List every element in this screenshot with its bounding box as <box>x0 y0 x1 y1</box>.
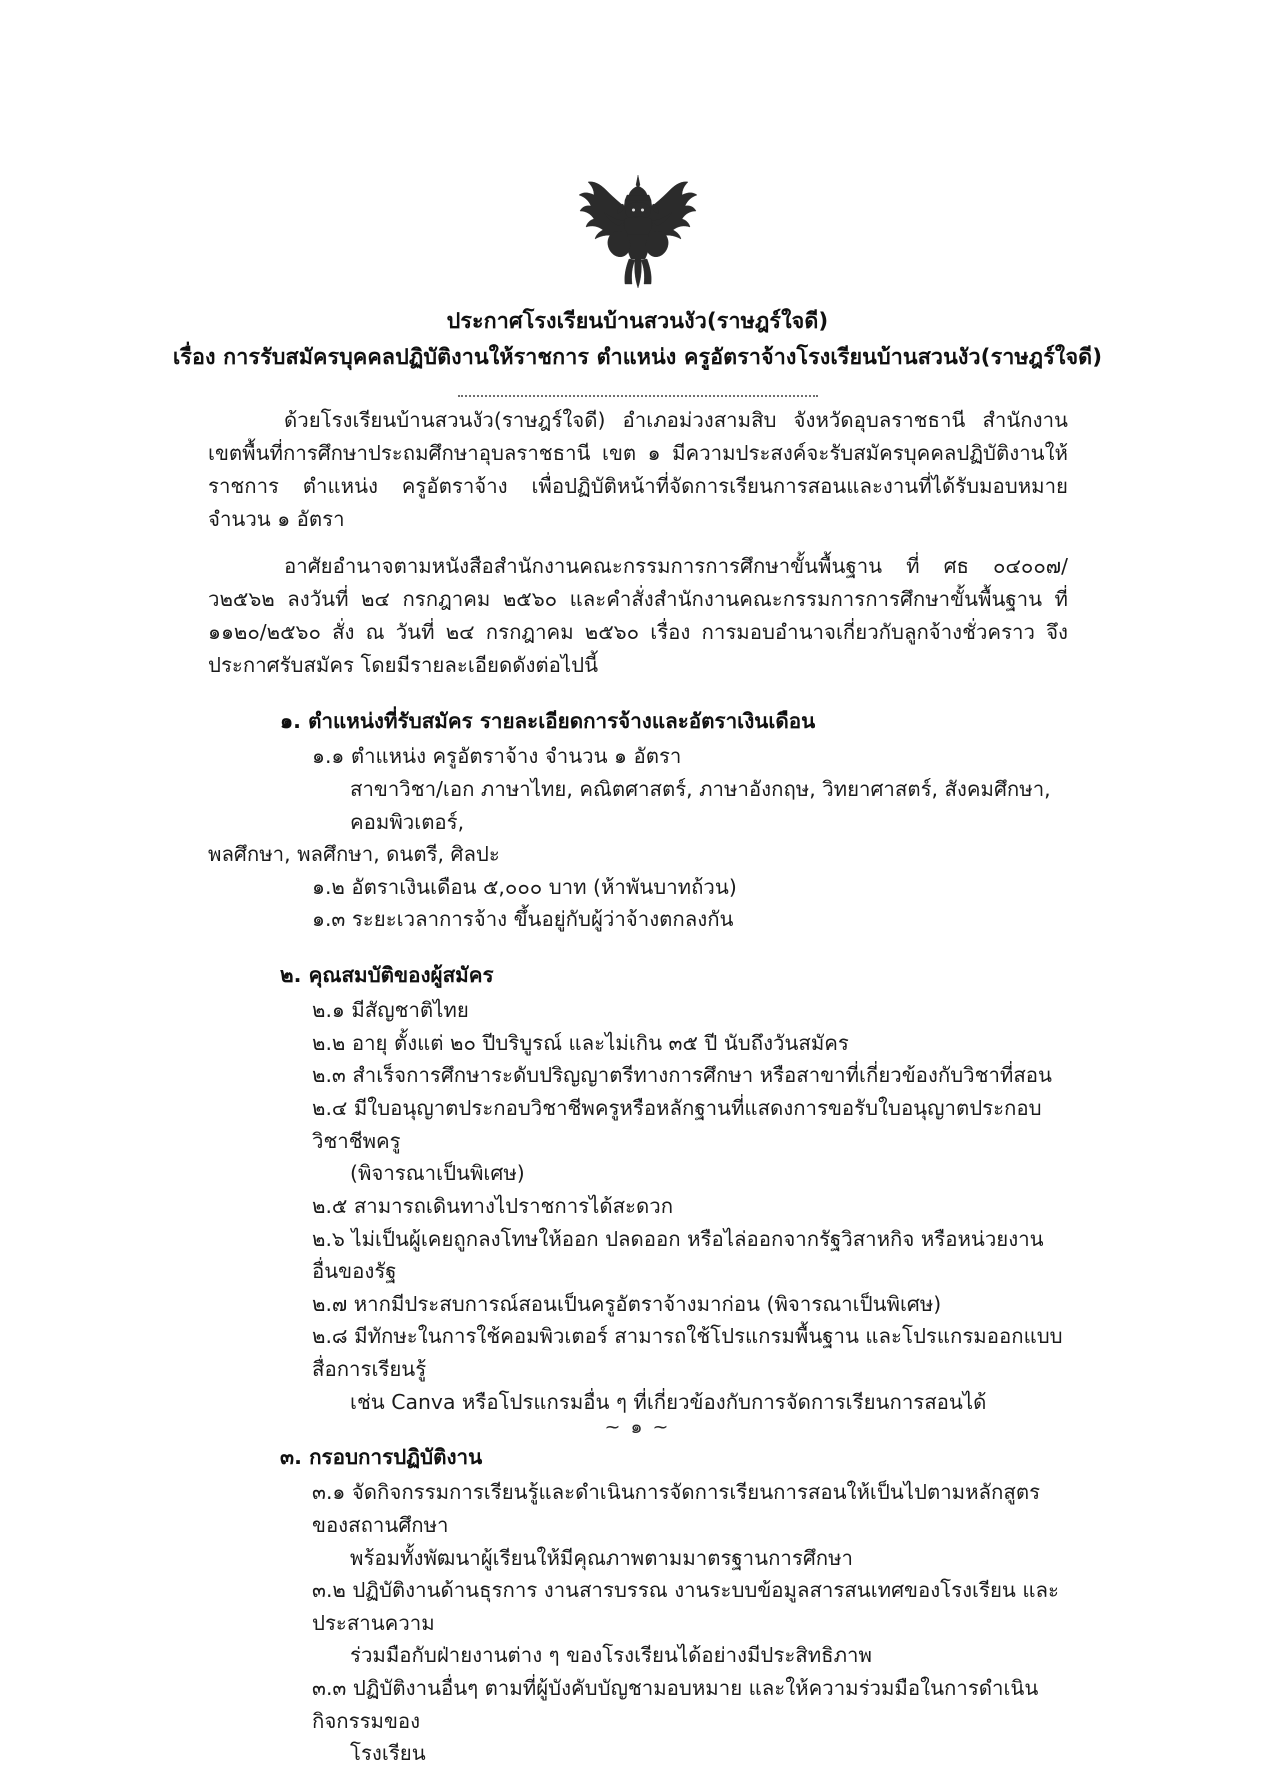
list-item <box>208 1059 1068 1092</box>
list-item <box>208 871 1068 904</box>
list-item-text: ๓.๓ ปฏิบัติงานอื่นๆ ตามที่ผู้บังคับบัญชามอบหมาย และให้ความร่วมมือในการดำเนินกิจกรรมของ <box>312 1676 1039 1733</box>
section-1 <box>208 706 1068 936</box>
emblem-container <box>0 168 1275 290</box>
list-item <box>208 1320 1068 1418</box>
list-item <box>208 1027 1068 1060</box>
intro-paragraph-1: ด้วยโรงเรียนบ้านสวนงัว(ราษฎร์ใจดี) อำเภอม่วงสามสิบ จังหวัดอุบลราชธานี สำนักงานเขตพื้นที่การศึกษาประถมศึกษาอุบลราชธานี เขต ๑ มีความประสงค์จะรับสมัครบุคคลปฏิบัติงานให้ราชการ ตำแหน่ง ครูอัตราจ้าง เพื่อปฏิบัติหน้าที่จัดการเรียนการสอนและงานที่ได้รับมอบหมาย จำนวน ๑ อัตรา <box>208 408 1068 532</box>
list-item-text: ๓.๒ ปฏิบัติงานด้านธุรการ งานสารบรรณ งานระบบข้อมูลสารสนเทศของโรงเรียน และประสานความ <box>312 1578 1059 1635</box>
list-item <box>208 1476 1068 1574</box>
section-2-items <box>208 994 1068 1418</box>
page-title: ประกาศโรงเรียนบ้านสวนงัว(ราษฎร์ใจดี) <box>446 309 829 334</box>
section-3 <box>208 1442 1068 1770</box>
page-number-footer: ~ ๑ ~ <box>604 1416 671 1438</box>
list-item-text: ๒.๓ สำเร็จการศึกษาระดับปริญญาตรีทางการศึกษา หรือสาขาที่เกี่ยวข้องกับวิชาที่สอน <box>312 1063 1052 1088</box>
section-2-heading: ๒. คุณสมบัติของผู้สมัคร <box>280 963 494 988</box>
page-subtitle: เรื่อง การรับสมัครบุคคลปฏิบัติงานให้ราชการ ตำแหน่ง ครูอัตราจ้างโรงเรียนบ้านสวนงัว(ราษฎร์ใจดี) <box>172 345 1103 371</box>
list-item-continuation: เช่น Canva หรือโปรแกรมอื่น ๆ ที่เกี่ยวข้องกับการจัดการเรียนการสอนได้ <box>350 1389 987 1414</box>
list-item <box>208 1190 1068 1223</box>
dotted-divider <box>458 385 818 397</box>
list-item <box>208 1288 1068 1321</box>
document-body <box>208 404 1068 1770</box>
garuda-emblem <box>563 168 713 290</box>
list-item <box>208 1672 1068 1770</box>
section-1-items <box>208 740 1068 936</box>
intro-paragraph-2: อาศัยอำนาจตามหนังสือสำนักงานคณะกรรมการการศึกษาขั้นพื้นฐาน ที่ ศธ ๐๔๐๐๗/ว๒๕๖๒ ลงวันที่ ๒๔ กรกฎาคม ๒๕๖๐ และคำสั่งสำนักงานคณะกรรมการการศึกษาขั้นพื้นฐาน ที่ ๑๑๒๐/๒๕๖๐ สั่ง ณ วันที่ ๒๔ กรกฎาคม ๒๕๖๐ เรื่อง การมอบอำนาจเกี่ยวกับลูกจ้างชั่วคราว จึงประกาศรับสมัคร โดยมีรายละเอียดดังต่อไปนี้ <box>208 554 1068 678</box>
list-item-text: ๑.๓ ระยะเวลาการจ้าง ขึ้นอยู่กับผู้ว่าจ้างตกลงกัน <box>312 907 734 932</box>
list-item-text: ๒.๑ มีสัญชาติไทย <box>312 998 469 1023</box>
list-item-continuation: ร่วมมือกับฝ่ายงานต่าง ๆ ของโรงเรียนได้อย่างมีประสิทธิภาพ <box>350 1643 872 1668</box>
list-item <box>208 903 1068 936</box>
list-item-text: ๒.๔ มีใบอนุญาตประกอบวิชาชีพครูหรือหลักฐานที่แสดงการขอรับใบอนุญาตประกอบวิชาชีพครู <box>312 1095 1042 1153</box>
list-item-continuation-2: พลศึกษา, พลศึกษา, ดนตรี, ศิลปะ <box>208 842 500 867</box>
section-1-heading: ๑. ตำแหน่งที่รับสมัคร รายละเอียดการจ้างและอัตราเงินเดือน <box>280 709 816 734</box>
list-item <box>208 740 1068 871</box>
title-block <box>0 306 1275 397</box>
section-3-heading: ๓. กรอบการปฏิบัติงาน <box>280 1445 483 1470</box>
list-item <box>208 1223 1068 1288</box>
section-2 <box>208 960 1068 1418</box>
list-item-text: ๒.๕ สามารถเดินทางไปราชการได้สะดวก <box>312 1193 674 1218</box>
list-item-continuation: สาขาวิชา/เอก ภาษาไทย, คณิตศาสตร์, ภาษาอังกฤษ, วิทยาศาสตร์, สังคมศึกษา, คอมพิวเตอร์, <box>350 776 1051 834</box>
list-item <box>208 994 1068 1027</box>
list-item-text: ๑.๑ ตำแหน่ง ครูอัตราจ้าง จำนวน ๑ อัตรา <box>312 744 682 769</box>
list-item-text: ๓.๑ จัดกิจกรรมการเรียนรู้และดำเนินการจัดการเรียนการสอนให้เป็นไปตามหลักสูตรของสถานศึกษา <box>312 1480 1041 1537</box>
section-3-items <box>208 1476 1068 1770</box>
list-item-text: ๒.๒ อายุ ตั้งแต่ ๒๐ ปีบริบูรณ์ และไม่เกิน ๓๕ ปี นับถึงวันสมัคร <box>312 1030 849 1055</box>
list-item <box>208 1092 1068 1190</box>
list-item-text: ๒.๖ ไม่เป็นผู้เคยถูกลงโทษให้ออก ปลดออก หรือไล่ออกจากรัฐวิสาหกิจ หรือหน่วยงานอื่นของรัฐ <box>312 1226 1044 1284</box>
list-item-text: ๑.๒ อัตราเงินเดือน ๕,๐๐๐ บาท (ห้าพันบาทถ้วน) <box>312 874 737 899</box>
list-item-continuation: โรงเรียน <box>350 1741 426 1766</box>
list-item-text: ๒.๗ หากมีประสบการณ์สอนเป็นครูอัตราจ้างมาก่อน (พิจารณาเป็นพิเศษ) <box>312 1291 942 1316</box>
list-item-text: ๒.๘ มีทักษะในการใช้คอมพิวเตอร์ สามารถใช้โปรแกรมพื้นฐาน และโปรแกรมออกแบบสื่อการเรียนรู้ <box>312 1324 1063 1382</box>
list-item-continuation: พร้อมทั้งพัฒนาผู้เรียนให้มีคุณภาพตามมาตรฐานการศึกษา <box>350 1545 853 1570</box>
list-item-continuation: (พิจารณาเป็นพิเศษ) <box>350 1161 525 1186</box>
list-item <box>208 1574 1068 1672</box>
